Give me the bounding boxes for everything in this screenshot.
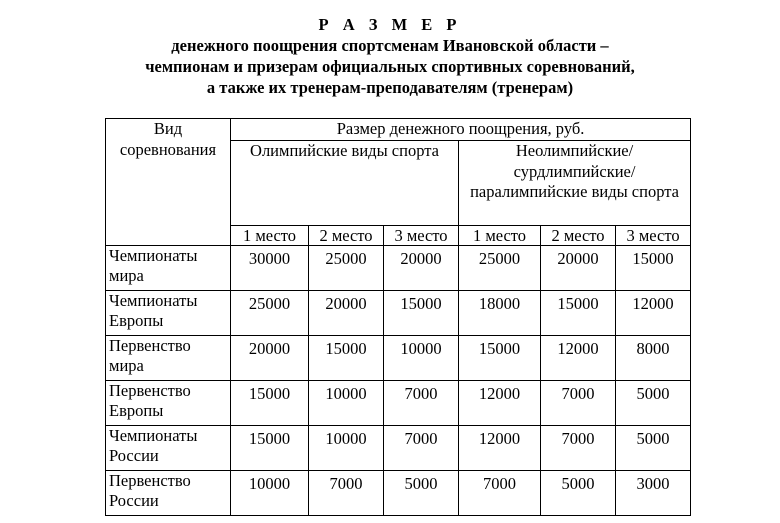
- table-row: [106, 426, 691, 471]
- row-competition-name: Чемпионаты России: [106, 426, 231, 471]
- row-competition-name: Чемпионаты Европы: [106, 291, 231, 336]
- reward-cell: 15000: [616, 246, 691, 291]
- reward-cell: 30000: [231, 246, 309, 291]
- row-competition-name: Первенство России: [106, 471, 231, 516]
- reward-cell: 25000: [459, 246, 541, 291]
- reward-cell: 20000: [309, 291, 384, 336]
- reward-cell: 20000: [541, 246, 616, 291]
- group-header-non-olympic: Неолимпийские/ сурдлимпийские/ паралимпийские виды спорта: [459, 141, 691, 226]
- reward-cell: 15000: [231, 381, 309, 426]
- row-competition-name: Первенство мира: [106, 336, 231, 381]
- reward-cell: 5000: [541, 471, 616, 516]
- reward-cell: 12000: [459, 381, 541, 426]
- reward-cell: 7000: [459, 471, 541, 516]
- reward-cell: 10000: [384, 336, 459, 381]
- reward-cell: 18000: [459, 291, 541, 336]
- reward-cell: 5000: [384, 471, 459, 516]
- reward-cell: 5000: [616, 426, 691, 471]
- row-competition-name: Чемпионаты мира: [106, 246, 231, 291]
- heading-title: Р А З М Е Р: [318, 15, 462, 34]
- table-row: [106, 381, 691, 426]
- table-body: [106, 246, 691, 516]
- reward-table: [105, 118, 691, 516]
- group-header-olympic: Олимпийские виды спорта: [231, 141, 459, 226]
- header-row-1: [106, 119, 691, 141]
- reward-cell: 25000: [231, 291, 309, 336]
- table-row: [106, 246, 691, 291]
- heading-line-4: а также их тренерам-преподавателям (тренерам): [206, 78, 574, 97]
- reward-cell: 7000: [541, 426, 616, 471]
- col-header-competition-type: Вид соревнования: [106, 119, 231, 246]
- place-header: 3 место: [616, 226, 691, 246]
- reward-cell: 5000: [616, 381, 691, 426]
- reward-cell: 15000: [384, 291, 459, 336]
- reward-cell: 20000: [231, 336, 309, 381]
- reward-cell: 7000: [384, 381, 459, 426]
- reward-cell: 10000: [231, 471, 309, 516]
- reward-cell: 7000: [384, 426, 459, 471]
- reward-cell: 10000: [309, 381, 384, 426]
- heading-line-3: чемпионам и призерам официальных спортивных соревнований,: [145, 57, 635, 76]
- reward-cell: 15000: [541, 291, 616, 336]
- place-header: 2 место: [541, 226, 616, 246]
- col-header-reward-size: Размер денежного поощрения, руб.: [231, 119, 691, 141]
- reward-cell: 12000: [616, 291, 691, 336]
- place-header: 1 место: [459, 226, 541, 246]
- reward-cell: 20000: [384, 246, 459, 291]
- heading-line-2: денежного поощрения спортсменам Ивановской области –: [171, 36, 609, 55]
- table-row: [106, 471, 691, 516]
- place-header: 1 место: [231, 226, 309, 246]
- row-competition-name: Первенство Европы: [106, 381, 231, 426]
- reward-cell: 3000: [616, 471, 691, 516]
- table-row: [106, 291, 691, 336]
- reward-cell: 12000: [459, 426, 541, 471]
- place-header: 2 место: [309, 226, 384, 246]
- place-header: 3 место: [384, 226, 459, 246]
- reward-cell: 7000: [541, 381, 616, 426]
- reward-cell: 10000: [309, 426, 384, 471]
- reward-cell: 25000: [309, 246, 384, 291]
- reward-cell: 8000: [616, 336, 691, 381]
- reward-cell: 15000: [309, 336, 384, 381]
- reward-cell: 7000: [309, 471, 384, 516]
- reward-cell: 15000: [231, 426, 309, 471]
- reward-cell: 15000: [459, 336, 541, 381]
- document-heading: [0, 14, 780, 98]
- reward-cell: 12000: [541, 336, 616, 381]
- table-row: [106, 336, 691, 381]
